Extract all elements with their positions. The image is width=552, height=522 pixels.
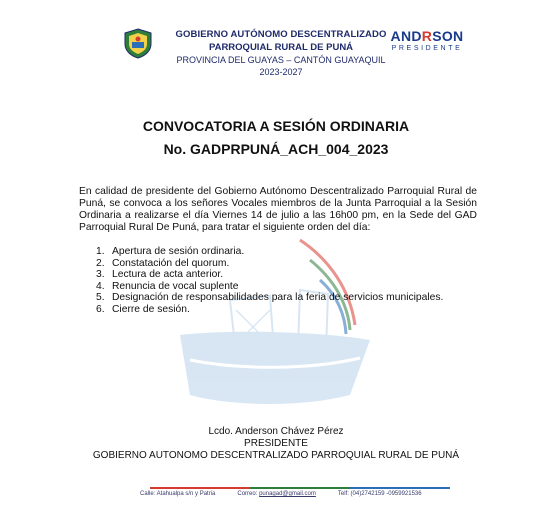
agenda-item-number: 3. xyxy=(96,269,105,281)
header-parish-line: PARROQUIAL RURAL DE PUNÁ xyxy=(208,42,354,53)
footer-contact xyxy=(140,491,460,497)
agenda-item xyxy=(96,246,476,258)
agenda-item-number: 6. xyxy=(96,303,105,315)
logo-name-left: AND xyxy=(390,28,422,44)
logo-name-mid: R xyxy=(421,28,433,44)
agenda-item-number: 4. xyxy=(96,280,105,292)
agenda-item xyxy=(96,258,476,270)
agenda-item-text: Lectura de acta anterior. xyxy=(112,269,224,281)
agenda-item-text: Cierre de sesión. xyxy=(112,303,190,315)
agenda-item-text: Designación de responsabilidades para la feria de servicios municipales. xyxy=(112,292,444,304)
logo-subtitle: PRESIDENTE xyxy=(391,45,463,52)
intro-paragraph: En calidad de presidente del Gobierno Autónomo Descentralizado Parroquial Rural de Puná, se convoca a los señores Vocales miembros de la Junta Parroquial a la Sesión Ordinaria a realizarse el día Viernes 14 de julio a las 16h00 pm, en la Sede del GAD Parroquial Rural De Puná, para tratar el siguiente orden del día: xyxy=(79,186,477,233)
agenda-item-number: 2. xyxy=(96,257,105,269)
header-org-line: GOBIERNO AUTÓNOMO DESCENTRALIZADO xyxy=(175,29,387,40)
agenda-item xyxy=(96,304,476,316)
agenda-item-number: 5. xyxy=(96,292,105,304)
agenda-item xyxy=(96,292,476,304)
header-period-line: 2023-2027 xyxy=(259,67,303,77)
footer-email-label: Correo: xyxy=(237,491,258,497)
logo-name xyxy=(384,29,470,44)
footer-phone: Telf: (04)2742159 -0959921536 xyxy=(337,491,422,497)
document-title: CONVOCATORIA A SESIÓN ORDINARIA xyxy=(142,118,410,134)
agenda-item-text: Renuncia de vocal suplente xyxy=(112,280,239,292)
agenda-item-number: 1. xyxy=(96,246,105,257)
agenda-list xyxy=(96,246,476,316)
header-block xyxy=(150,28,412,78)
footer-address: Calle: Atahualpa s/n y Patria xyxy=(140,491,216,497)
logo-name-right: SON xyxy=(432,28,464,44)
signatory-name: Lcdo. Anderson Chávez Pérez xyxy=(208,426,344,437)
footer-email-block xyxy=(237,491,315,497)
agenda-item-text: Constatación del quorum. xyxy=(112,257,230,269)
footer-divider xyxy=(150,487,450,489)
anderson-logo xyxy=(384,29,470,59)
document-number: No. GADPRPUNÁ_ACH_004_2023 xyxy=(163,141,389,157)
signatory-organization: GOBIERNO AUTONOMO DESCENTRALIZADO PARROQUIAL RURAL DE PUNÁ xyxy=(92,450,460,461)
signatory-role: PRESIDENTE xyxy=(244,438,308,449)
header-province-line: PROVINCIA DEL GUAYAS – CANTÓN GUAYAQUIL xyxy=(176,55,386,65)
agenda-item-text: Apertura de sesión ordinaria. xyxy=(112,246,245,257)
footer-email-link[interactable]: punagad@gmail.com xyxy=(259,491,316,497)
agenda-item xyxy=(96,269,476,281)
agenda-item xyxy=(96,281,476,293)
